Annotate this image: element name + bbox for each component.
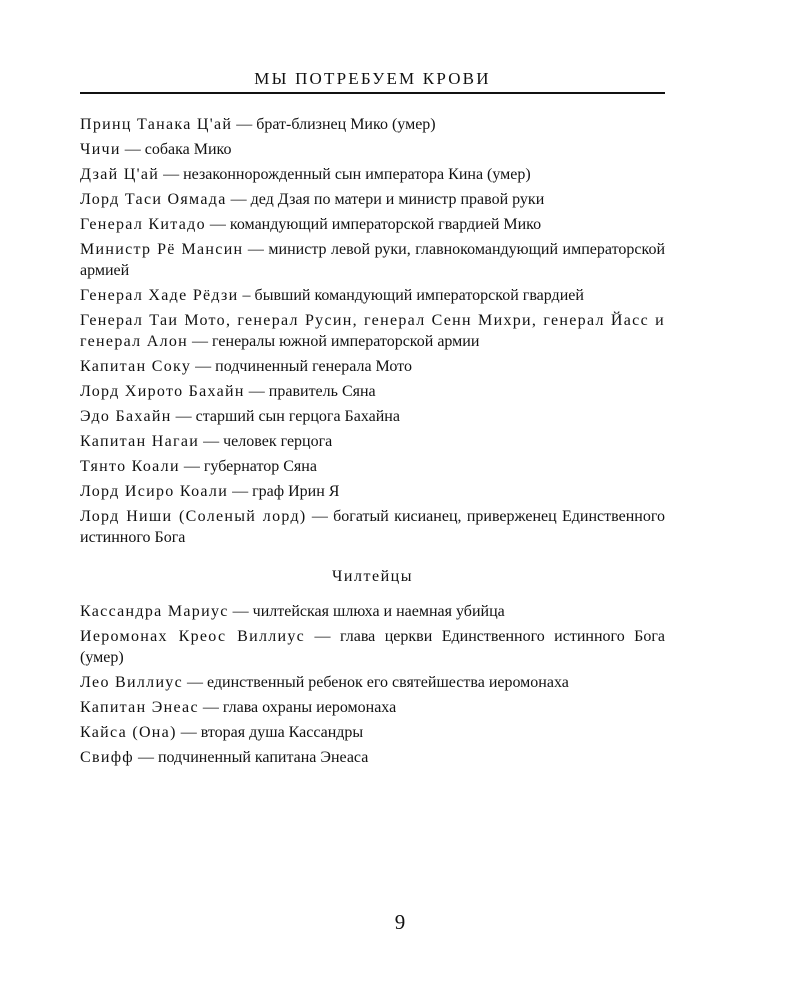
character-description: — губернатор Сяна <box>179 458 317 475</box>
character-description: — министр левой руки, главнокомандующий императорской армией <box>80 241 666 279</box>
running-header: МЫ ПОТРЕБУЕМ КРОВИ <box>80 66 665 94</box>
character-name: Свифф <box>80 749 134 766</box>
character-entry <box>80 356 665 377</box>
character-name: Капитан Энеас <box>80 699 199 716</box>
character-name: Принц Танака Ц'ай <box>80 116 233 133</box>
character-entry <box>80 697 665 718</box>
character-description: — граф Ирин Я <box>228 483 340 500</box>
character-entry <box>80 114 665 135</box>
character-description: — подчиненный капитана Энеаса <box>133 749 369 766</box>
character-description: — вторая душа Кассандры <box>176 724 364 741</box>
page-number: 9 <box>394 910 406 934</box>
character-entry <box>80 626 665 668</box>
character-description: — дед Дзая по матери и министр правой руки <box>226 191 545 208</box>
character-name: Министр Рё Мансин <box>80 241 244 258</box>
character-entry <box>80 506 665 548</box>
character-name: Тянто Коали <box>80 458 180 475</box>
character-entry <box>80 431 665 452</box>
character-name: Лорд Хирото Бахайн <box>80 383 245 400</box>
character-description: — богатый кисианец, приверженец Единственного истинного Бога <box>80 508 665 546</box>
character-description: — глава охраны иеромонаха <box>198 699 397 716</box>
character-name: Капитан Нагаи <box>80 433 200 450</box>
character-name: Лорд Исиро Коали <box>80 483 229 500</box>
character-entry <box>80 601 665 622</box>
character-name: Лео Виллиус <box>80 674 184 691</box>
character-entry <box>80 189 665 210</box>
character-description: — подчиненный генерала Мото <box>191 358 412 375</box>
character-description: — чилтейская шлюха и наемная убийца <box>228 603 505 620</box>
character-list <box>80 114 665 772</box>
character-description: — командующий императорской гвардией Мико <box>205 216 542 233</box>
character-description: — правитель Сяна <box>244 383 376 400</box>
character-description: — генералы южной императорской армии <box>188 333 480 350</box>
character-name: Дзай Ц'ай <box>80 166 160 183</box>
character-description: — единственный ребенок его святейшества иеромонаха <box>183 674 569 691</box>
character-entry <box>80 456 665 477</box>
character-entry <box>80 285 665 306</box>
character-entry <box>80 672 665 693</box>
character-entry <box>80 481 665 502</box>
character-description: — незаконнорожденный сын императора Кина (умер) <box>159 166 531 183</box>
character-name: Лорд Таси Оямада <box>80 191 227 208</box>
section-heading: Чилтейцы <box>332 568 413 585</box>
character-name: Генерал Китадо <box>80 216 206 233</box>
character-name: Эдо Бахайн <box>80 408 172 425</box>
character-entry <box>80 139 665 160</box>
character-entry <box>80 214 665 235</box>
character-name: Капитан Соку <box>80 358 192 375</box>
character-name: Кассандра Мариус <box>80 603 229 620</box>
character-entry <box>80 310 665 352</box>
character-name: Генерал Хаде Рёдзи <box>80 287 239 304</box>
character-description: — собака Мико <box>120 141 232 158</box>
character-name: Генерал Таи Мото, генерал Русин, генерал Сенн Михри, генерал Йасс и генерал Алон <box>80 312 665 350</box>
character-description: – бывший командующий императорской гвардией <box>238 287 584 304</box>
character-description: — брат-близнец Мико (умер) <box>232 116 436 133</box>
character-entry <box>80 722 665 743</box>
character-entry <box>80 406 665 427</box>
character-description: — глава церкви Единственного истинного Бога (умер) <box>80 628 665 666</box>
character-entry <box>80 164 665 185</box>
character-name: Чичи <box>80 141 121 158</box>
character-name: Лорд Ниши (Соленый лорд) <box>80 508 307 525</box>
character-entry <box>80 239 665 281</box>
character-name: Иеромонах Креос Виллиус <box>80 628 306 645</box>
character-entry <box>80 381 665 402</box>
character-description: — человек герцога <box>199 433 333 450</box>
character-entry <box>80 747 665 768</box>
character-description: — старший сын герцога Бахайна <box>171 408 400 425</box>
character-name: Кайса (Она) <box>80 724 177 741</box>
